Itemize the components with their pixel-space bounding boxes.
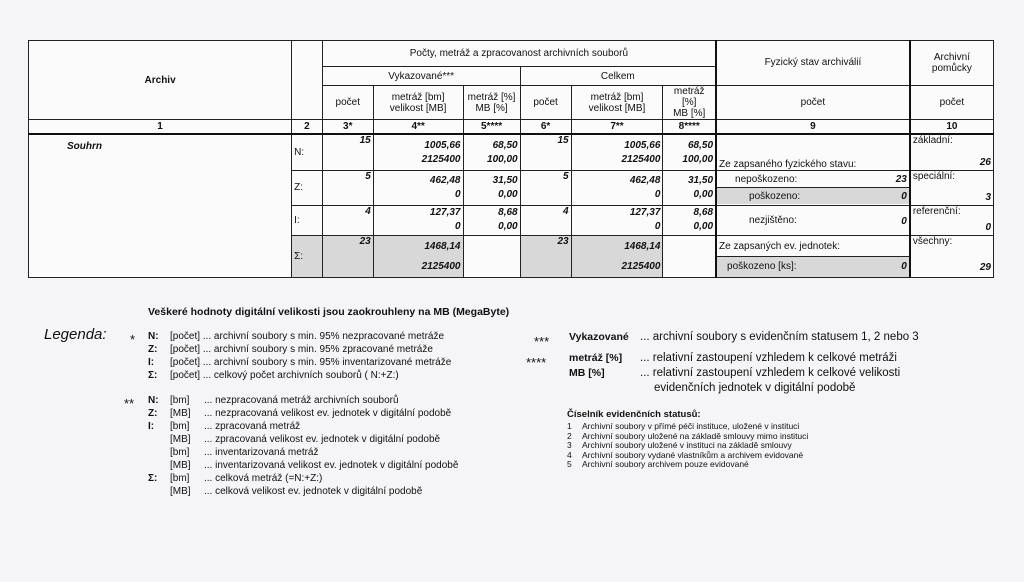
legend-text: ... zpracovaná metráž	[204, 421, 301, 432]
header-c-pct	[663, 85, 716, 120]
header-v-metraz-pct: metráž [%]	[467, 91, 516, 103]
legend-text: ... celkový počet archivních souborů ( N:+Z:)	[202, 370, 399, 381]
legend-star1-line	[148, 369, 451, 382]
legend-star2-line	[148, 485, 458, 498]
status-text: Archivní soubory uložené v instituci na základě smlouvy	[582, 440, 792, 450]
header-c-mb-pct: MB [%]	[673, 108, 706, 120]
summary-table	[28, 40, 994, 278]
legend-star2-line	[148, 472, 458, 485]
pom-specialni	[910, 171, 994, 206]
header-celkem: Celkem	[520, 67, 716, 85]
legend-star1-line	[148, 356, 451, 369]
legend-text: ... celková metráž (=N:+Z:)	[204, 473, 323, 484]
legend-text: ... zpracovaná velikost ev. jednotek v digitální podobě	[204, 434, 441, 445]
c-pct-z	[663, 171, 716, 206]
header-c-metraz	[571, 85, 663, 120]
legend-key: N:	[148, 331, 159, 342]
header-pom-pocet: počet	[910, 85, 994, 120]
c-pocet-n: 15	[520, 134, 571, 171]
v-pct-i	[463, 205, 520, 236]
row-label-i: I:	[292, 205, 323, 236]
status-number: 4	[567, 449, 572, 460]
c-metraz-z	[571, 171, 663, 206]
col-number: 4**	[373, 120, 463, 134]
legend-note: Veškeré hodnoty digitální velikosti jsou zaokrouhleny na MB (MegaByte)	[148, 306, 510, 318]
c-mb-sum: 2125400	[621, 260, 661, 272]
legend-unit: [počet]	[170, 344, 201, 355]
pom-zakladni-value: 26	[979, 157, 991, 169]
v-metraz-z	[373, 171, 463, 206]
legend-unit: [MB]	[170, 434, 191, 445]
legend-unit: [bm]	[170, 447, 190, 458]
col-number: 9	[716, 120, 910, 134]
legend-key: N:	[148, 395, 159, 406]
col-number: 2	[292, 120, 323, 134]
v-pct-mb-i: 0,00	[498, 221, 518, 233]
col-number: 5****	[463, 120, 520, 134]
fyz-nezjisteno-label: nezjištěno:	[749, 214, 797, 226]
legend-star4-key2: MB [%]	[569, 367, 605, 379]
header-counts-title: Počty, metráž a zpracovanost archivních souborů	[322, 41, 716, 67]
c-bm-sum: 1468,14	[624, 240, 661, 252]
row-label-n: N:	[292, 134, 323, 171]
pom-referencni	[910, 205, 994, 236]
legend-unit: [bm]	[170, 395, 190, 406]
legend-key: Σ:	[148, 473, 158, 484]
fyz-poskozeno-ks-row	[717, 257, 909, 277]
legend-star4-text2a: ... relativní zastoupení vzhledem k celkové velikosti	[640, 367, 901, 379]
c-pct-i	[663, 205, 716, 236]
v-mb-z: 0	[454, 188, 461, 200]
legend-unit: [počet]	[170, 357, 201, 368]
legend-star1-line	[148, 330, 451, 343]
fyz-poskozeno-label: poškozeno:	[749, 190, 801, 202]
v-pct-bm-z: 31,50	[492, 174, 518, 186]
status-text: Archivní soubory vydané vlastníkům a archivem evidované	[582, 449, 804, 460]
v-metraz-sum	[373, 236, 463, 278]
legend-star1-line	[148, 343, 451, 356]
pom-referencni-label: referenční:	[912, 205, 961, 217]
legend-key: Z:	[148, 344, 158, 355]
header-vykazovane: Vykazované***	[322, 67, 520, 85]
v-pct-bm-n: 68,50	[492, 139, 518, 151]
c-mb-n: 2125400	[621, 153, 661, 165]
header-empty	[292, 41, 323, 120]
c-pct-bm-i: 8,68	[693, 207, 714, 219]
fyz-poskozeno-row	[717, 188, 909, 204]
pom-vsechny-value: 29	[979, 262, 991, 273]
legend-star2-line	[148, 459, 458, 472]
header-v-mb-pct: MB [%]	[475, 102, 508, 114]
header-v-metraz	[373, 85, 463, 120]
legend-text: ... archivní soubory s min. 95% nezpracované metráže	[202, 331, 445, 342]
legend-unit: [MB]	[170, 408, 191, 419]
c-pct-mb-i: 0,00	[693, 221, 714, 233]
legend-star2-line	[148, 394, 458, 407]
legend-text: ... archivní soubory s min. 95% zpracované metráže	[202, 344, 433, 355]
fyz-jednotky-block	[716, 236, 910, 278]
fyz-poskozeno-value: 0	[901, 190, 907, 202]
c-pct-sum	[663, 236, 716, 278]
header-c-metraz-bm: metráž [bm]	[590, 91, 644, 103]
col-number: 10	[910, 120, 994, 134]
header-v-pocet: počet	[322, 85, 373, 120]
legend-star3-text: ... archivní soubory s evidenčním statusem 1, 2 nebo 3	[640, 331, 919, 343]
souhrn-label: Souhrn	[29, 134, 292, 277]
legend-text: ... nezpracovaná metráž archivních souborů	[204, 395, 399, 406]
c-metraz-sum	[571, 236, 663, 278]
header-archiv: Archiv	[29, 41, 292, 120]
status-text: Archivní soubory v přímé péči instituce, uložené v instituci	[582, 421, 800, 431]
c-metraz-i	[571, 205, 663, 236]
legend-text: ... inventarizovaná metráž	[204, 447, 319, 458]
pom-specialni-label: speciální:	[912, 171, 956, 183]
header-archivni-pomucky: Archivní pomůcky	[910, 41, 994, 86]
legend-text: ... inventarizovaná velikost ev. jednotek v digitální podobě	[204, 460, 459, 471]
fyz-zapsane-jednotky: Ze zapsaných ev. jednotek:	[717, 237, 909, 257]
col-number: 7**	[571, 120, 663, 134]
header-c-metraz-pct: metráž [%]	[673, 86, 705, 109]
c-pocet-z: 5	[520, 171, 571, 206]
header-fyz-pocet: počet	[716, 85, 910, 120]
c-bm-z: 462,48	[629, 174, 661, 186]
c-pct-bm-n: 68,50	[687, 139, 714, 151]
row-label-sum: Σ:	[292, 236, 323, 278]
pom-zakladni	[910, 134, 994, 171]
pom-zakladni-label: základní:	[912, 135, 953, 147]
legend-star1: *	[130, 332, 136, 347]
legend-star2-line	[148, 420, 458, 433]
fyz-nezjisteno	[716, 205, 910, 236]
c-pct-bm-z: 31,50	[687, 174, 714, 186]
legend-star4-text2b: evidenčních jednotek v digitální podobě	[654, 382, 856, 394]
header-c-pocet: počet	[520, 85, 571, 120]
v-bm-sum: 1468,14	[424, 240, 461, 252]
pom-specialni-value: 3	[985, 191, 991, 203]
legend-unit: [MB]	[170, 486, 191, 497]
pom-referencni-value: 0	[985, 222, 991, 234]
c-bm-i: 127,37	[629, 207, 661, 219]
col-number: 8****	[663, 120, 716, 134]
col-number: 1	[29, 120, 292, 134]
v-pct-mb-n: 100,00	[487, 153, 518, 165]
legend-key: Z:	[148, 408, 158, 419]
header-fyzicky-stav: Fyzický stav archiválií	[716, 41, 910, 86]
legend-star3-key: Vykazované	[569, 331, 629, 343]
v-pocet-z: 5	[322, 171, 373, 206]
v-pocet-i: 4	[322, 205, 373, 236]
pom-vsechny	[910, 236, 994, 278]
statusy-list	[567, 422, 808, 470]
legend-star4-text1: ... relativní zastoupení vzhledem k celkové metráži	[640, 352, 897, 364]
status-number: 2	[567, 430, 572, 441]
c-pocet-sum: 23	[520, 236, 571, 278]
v-metraz-n	[373, 134, 463, 171]
statusy-title: Číselník evidenčních statusů:	[567, 409, 701, 420]
legend-star2-line	[148, 433, 458, 446]
col-number: 6*	[520, 120, 571, 134]
legend-star2-line	[148, 407, 458, 420]
legend-text: ... nezpracovaná velikost ev. jednotek v digitální podobě	[204, 408, 452, 419]
status-number: 5	[567, 459, 572, 469]
v-pct-sum	[463, 236, 520, 278]
legend-star4: ****	[526, 355, 547, 370]
c-pct-mb-z: 0,00	[693, 188, 714, 200]
c-metraz-n	[571, 134, 663, 171]
legend-star4-key1: metráž [%]	[569, 352, 623, 364]
header-c-velikost-mb: velikost [MB]	[588, 102, 646, 114]
fyz-zapsany-stav: Ze zapsaného fyzického stavu:	[716, 134, 910, 171]
v-bm-z: 462,48	[429, 174, 461, 186]
v-mb-i: 0	[454, 221, 461, 233]
legend-key: Σ:	[148, 370, 158, 381]
legend-text: ... celková velikost ev. jednotek v digitální podobě	[204, 486, 423, 497]
legend-text: ... archivní soubory s min. 95% inventarizované metráže	[202, 357, 452, 368]
v-pct-bm-i: 8,68	[498, 207, 518, 219]
fyz-neposkozeno-label: nepoškozeno:	[735, 173, 798, 185]
v-bm-n: 1005,66	[424, 139, 461, 151]
legend-star1-block	[148, 330, 451, 382]
fyz-poskozeno-ks-label: poškozeno [ks]:	[727, 261, 797, 273]
legend-unit: [bm]	[170, 421, 190, 432]
v-pocet-sum: 23	[322, 236, 373, 278]
legend-star3: ***	[534, 334, 550, 349]
pom-vsechny-label: všechny:	[912, 236, 953, 248]
legend-star2-block	[148, 394, 458, 498]
row-label-z: Z:	[292, 171, 323, 206]
header-v-velikost-mb: velikost [MB]	[389, 102, 447, 114]
status-item	[567, 460, 808, 470]
status-text: Archivní soubory uložené na základě smlouvy mimo instituci	[582, 430, 809, 441]
c-mb-z: 0	[654, 188, 661, 200]
legend-unit: [MB]	[170, 460, 191, 471]
legend-unit: [bm]	[170, 473, 190, 484]
c-pct-n	[663, 134, 716, 171]
fyz-neposkozeno-value: 23	[895, 173, 907, 185]
v-pct-mb-z: 0,00	[498, 188, 518, 200]
status-text: Archivní soubory archivem pouze evidované	[582, 459, 749, 469]
c-pct-mb-n: 100,00	[682, 153, 714, 165]
legend-key: I:	[148, 357, 155, 368]
header-v-metraz-bm: metráž [bm]	[391, 91, 445, 103]
fyz-nezjisteno-value: 0	[901, 215, 907, 227]
legend-star2: **	[124, 396, 135, 411]
c-bm-n: 1005,66	[624, 139, 661, 151]
header-v-pct	[463, 85, 520, 120]
col-number: 3*	[322, 120, 373, 134]
v-bm-i: 127,37	[429, 207, 461, 219]
c-mb-i: 0	[654, 221, 661, 233]
v-mb-n: 2125400	[421, 153, 461, 165]
v-mb-sum: 2125400	[421, 260, 461, 272]
v-pocet-n: 15	[322, 134, 373, 171]
legend-unit: [počet]	[170, 331, 201, 342]
status-number: 1	[567, 421, 572, 431]
status-number: 3	[567, 440, 572, 450]
fyz-stav-block	[716, 171, 910, 206]
v-metraz-i	[373, 205, 463, 236]
v-pct-n	[463, 134, 520, 171]
v-pct-z	[463, 171, 520, 206]
legend-unit: [počet]	[170, 370, 201, 381]
legend-star2-line	[148, 446, 458, 459]
legend-title: Legenda:	[44, 326, 107, 343]
legend-key: I:	[148, 421, 155, 432]
fyz-neposkozeno-row	[717, 171, 909, 188]
fyz-poskozeno-ks-value: 0	[901, 261, 907, 273]
c-pocet-i: 4	[520, 205, 571, 236]
